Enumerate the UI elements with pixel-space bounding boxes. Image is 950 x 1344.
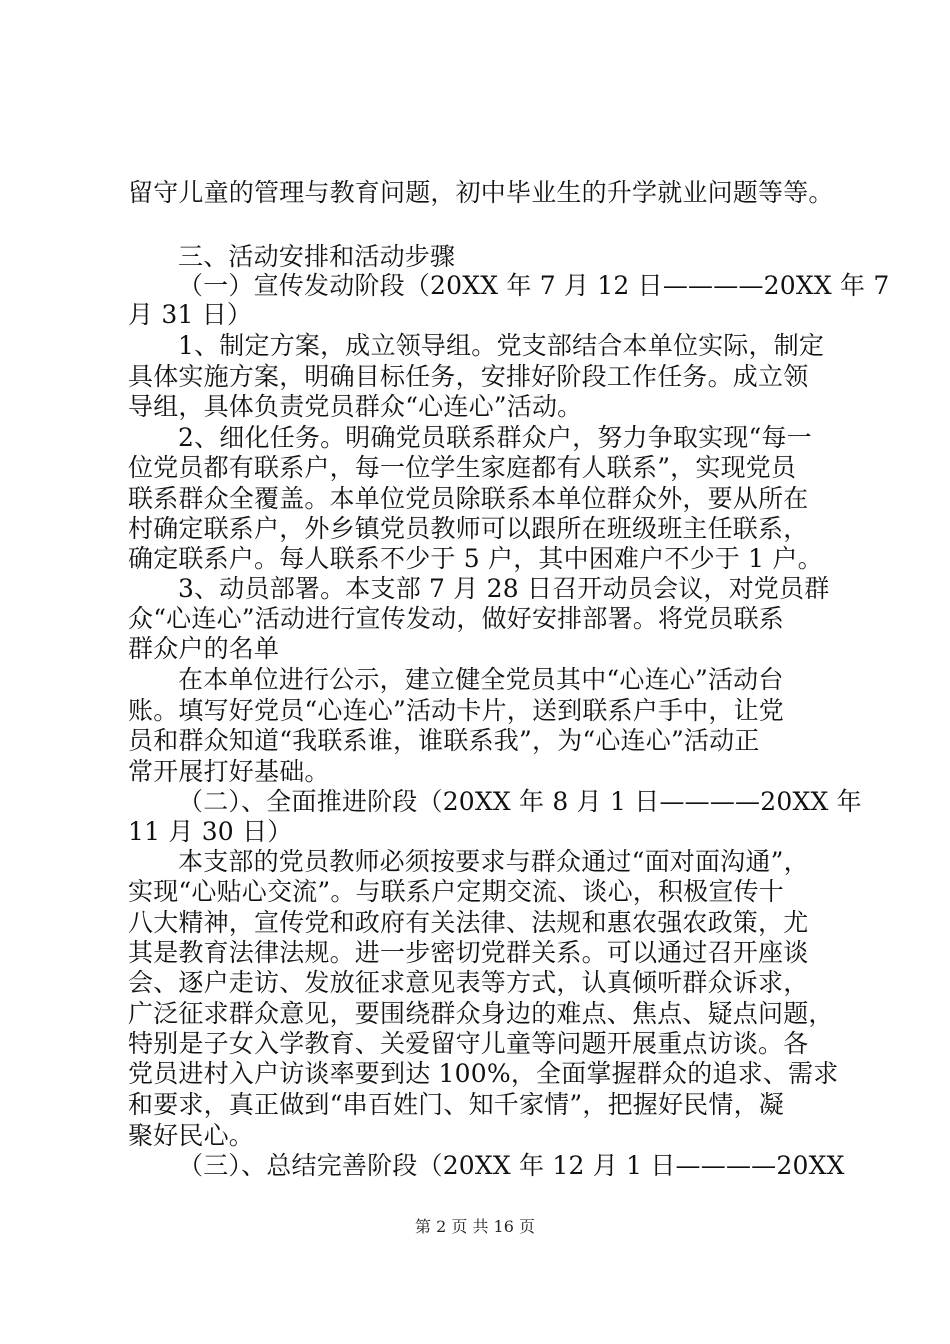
text-line: 其是教育法律法规。进一步密切党群关系。可以通过召开座谈 [128, 938, 809, 967]
text-line: 党员进村入户访谈率要到达 100%，全面掌握群众的追求、需求 [128, 1059, 839, 1088]
subsection-heading: （三）、总结完善阶段（20XX 年 12 月 1 日————20XX [178, 1151, 845, 1180]
text-line: 聚好民心。 [128, 1121, 255, 1150]
text-line: 1、制定方案，成立领导组。党支部结合本单位实际，制定 [178, 331, 825, 360]
text-line: 导组，具体负责党员群众“心连心”活动。 [128, 392, 583, 421]
subsection-heading: （一）宣传发动阶段（20XX 年 7 月 12 日————20XX 年 7 [178, 271, 890, 300]
text-line: 常开展打好基础。 [128, 757, 330, 786]
text-line: 本支部的党员教师必须按要求与群众通过“面对面沟通”， [178, 847, 809, 876]
text-line: 特别是子女入学教育、关爱留守儿童等问题开展重点访谈。各 [128, 1029, 809, 1058]
text-line: 在本单位进行公示，建立健全党员其中“心连心”活动台 [178, 665, 784, 694]
text-line: 留守儿童的管理与教育问题，初中毕业生的升学就业问题等等。 [128, 178, 834, 207]
text-line: 联系群众全覆盖。本单位党员除联系本单位群众外，要从所在 [128, 484, 809, 513]
text-line: 账。填写好党员“心连心”活动卡片，送到联系户手中，让党 [128, 696, 784, 725]
subsection-heading: （二）、全面推进阶段（20XX 年 8 月 1 日————20XX 年 [178, 787, 862, 816]
text-line: 具体实施方案，明确目标任务，安排好阶段工作任务。成立领 [128, 362, 809, 391]
text-line: 实现“心贴心交流”。与联系户定期交流、谈心，积极宣传十 [128, 877, 784, 906]
text-line: 确定联系户。每人联系不少于 5 户，其中困难户不少于 1 户。 [128, 544, 823, 573]
text-line: 众“心连心”活动进行宣传发动，做好安排部署。将党员联系 [128, 604, 784, 633]
text-line: 和要求，真正做到“串百姓门、知千家情”，把握好民情，凝 [128, 1090, 784, 1119]
text-line: 村确定联系户，外乡镇党员教师可以跟所在班级班主任联系， [128, 514, 809, 543]
text-line: 群众户的名单 [128, 634, 280, 663]
text-line: 3、动员部署。本支部 7 月 28 日召开动员会议，对党员群 [178, 574, 830, 603]
text-line: 月 31 日） [128, 300, 253, 329]
text-line: 员和群众知道“我联系谁，谁联系我”，为“心连心”活动正 [128, 726, 760, 755]
page-footer: 第 2 页 共 16 页 [415, 1217, 535, 1236]
text-line: 11 月 30 日） [128, 817, 293, 846]
text-line: 广泛征求群众意见，要围绕群众身边的难点、焦点、疑点问题， [128, 999, 834, 1028]
text-line: 八大精神，宣传党和政府有关法律、法规和惠农强农政策，尤 [128, 908, 809, 937]
section-heading: 三、活动安排和活动步骤 [178, 242, 456, 271]
text-line: 2、细化任务。明确党员联系群众户，努力争取实现“每一 [178, 423, 812, 452]
text-line: 会、逐户走访、发放征求意见表等方式，认真倾听群众诉求， [128, 968, 809, 997]
text-line: 位党员都有联系户，每一位学生家庭都有人联系”，实现党员 [128, 453, 797, 482]
